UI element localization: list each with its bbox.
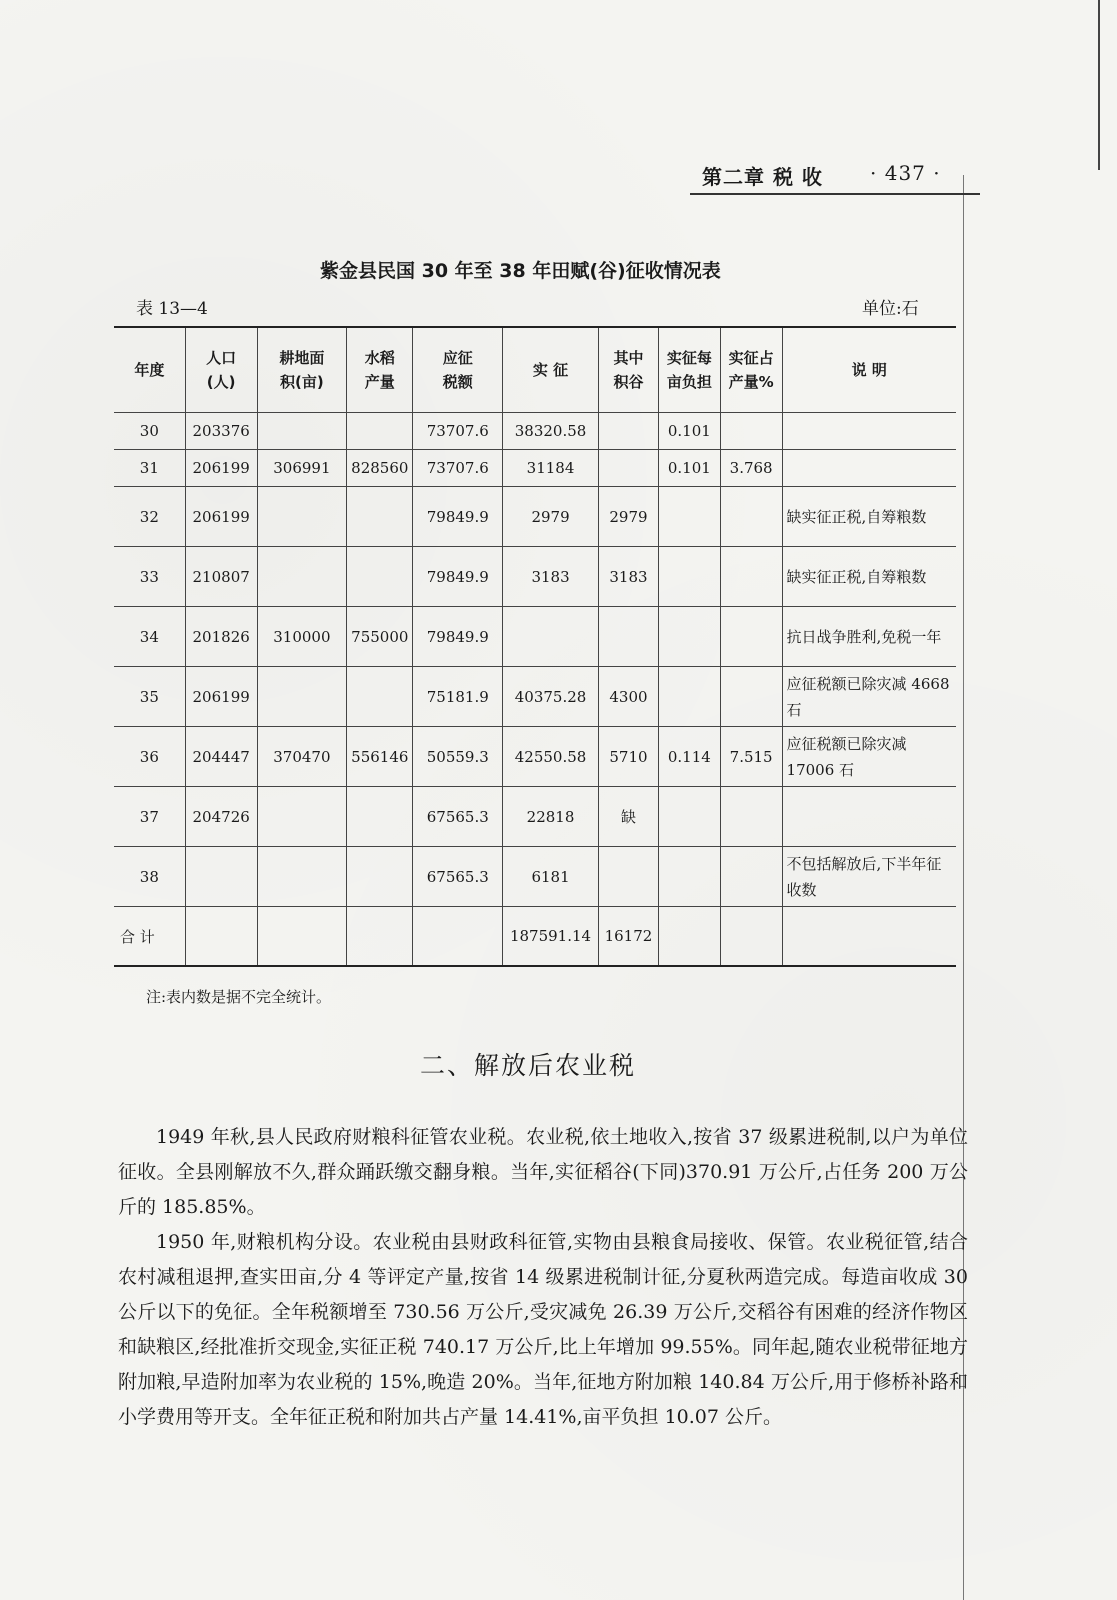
cell-note	[782, 450, 956, 487]
cell-pct	[720, 607, 782, 667]
cell-collected: 40375.28	[503, 667, 599, 727]
cell-reserve	[598, 847, 658, 907]
cell-collected: 22818	[503, 787, 599, 847]
cell-reserve: 4300	[598, 667, 658, 727]
cell-rice	[347, 847, 413, 907]
cell-per-mu	[658, 787, 720, 847]
cell-population: 204726	[185, 787, 257, 847]
empty-cell	[782, 907, 956, 967]
cell-note: 缺实征正税,自筹粮数	[782, 487, 956, 547]
cell-area: 306991	[257, 450, 347, 487]
cell-rice	[347, 667, 413, 727]
column-header: 实征占 产量%	[720, 327, 782, 413]
column-header: 实 征	[503, 327, 599, 413]
cell-year: 31	[114, 450, 185, 487]
empty-cell	[185, 907, 257, 967]
cell-note	[782, 413, 956, 450]
cell-note: 不包括解放后,下半年征收数	[782, 847, 956, 907]
table-row	[114, 787, 956, 847]
cell-area: 310000	[257, 607, 347, 667]
cell-collected: 38320.58	[503, 413, 599, 450]
cell-year: 38	[114, 847, 185, 907]
table-row	[114, 607, 956, 667]
cell-population: 206199	[185, 487, 257, 547]
cell-population: 206199	[185, 450, 257, 487]
cell-area	[257, 487, 347, 547]
table-row	[114, 727, 956, 787]
cell-rice	[347, 547, 413, 607]
cell-reserve: 5710	[598, 727, 658, 787]
cell-rice	[347, 413, 413, 450]
cell-population: 210807	[185, 547, 257, 607]
cell-per-mu	[658, 487, 720, 547]
cell-year: 37	[114, 787, 185, 847]
table-row	[114, 667, 956, 727]
cell-note: 应征税额已除灾减 4668 石	[782, 667, 956, 727]
cell-area	[257, 667, 347, 727]
cell-per-mu	[658, 847, 720, 907]
cell-collected: 6181	[503, 847, 599, 907]
total-reserve: 16172	[598, 907, 658, 967]
cell-area: 370470	[257, 727, 347, 787]
table-row	[114, 450, 956, 487]
chapter-title: 第二章 税 收	[702, 165, 823, 189]
cell-reserve: 2979	[598, 487, 658, 547]
paragraph: 1950 年,财粮机构分设。农业税由县财政科征管,实物由县粮食局接收、保管。农业税征管,结合农村减租退押,查实田亩,分 4 等评定产量,按省 14 级累进税制计征,分夏秋两造完成。每造亩收成 30 公斤以下的免征。全年税额增至 730.56 万公斤,受灾减免 26.39 万公斤,交稻谷有困难的经济作物区和缺粮区,经批准折交现金,实征正税 740.17 万公斤,比上年增加 99.55%。同年起,随农业税带征地方附加粮,早造附加率为农业税的 15%,晚造 20%。当年,征地方附加粮 140.84 万公斤,用于修桥补路和小学费用等开支。全年征正税和附加共占产量 14.41%,亩平负担 10.07 公斤。	[118, 1231, 968, 1428]
column-header: 应征 税额	[413, 327, 503, 413]
section-heading: 二、解放后农业税	[420, 1051, 637, 1080]
scan-edge-line	[1098, 0, 1100, 170]
cell-collected: 2979	[503, 487, 599, 547]
cell-note	[782, 787, 956, 847]
cell-due: 50559.3	[413, 727, 503, 787]
cell-due: 79849.9	[413, 607, 503, 667]
table-row	[114, 547, 956, 607]
cell-pct	[720, 413, 782, 450]
cell-due: 79849.9	[413, 487, 503, 547]
table-id: 表 13—4	[136, 299, 208, 319]
cell-pct	[720, 787, 782, 847]
cell-pct: 3.768	[720, 450, 782, 487]
cell-pct	[720, 547, 782, 607]
column-header: 年度	[114, 327, 185, 413]
cell-collected: 31184	[503, 450, 599, 487]
cell-due: 79849.9	[413, 547, 503, 607]
cell-year: 30	[114, 413, 185, 450]
column-header: 其中 积谷	[598, 327, 658, 413]
cell-area	[257, 847, 347, 907]
cell-pct: 7.515	[720, 727, 782, 787]
cell-area	[257, 547, 347, 607]
empty-cell	[347, 907, 413, 967]
cell-year: 33	[114, 547, 185, 607]
total-label: 合 计	[114, 907, 185, 967]
tax-table	[114, 326, 956, 967]
column-header: 人口 (人)	[185, 327, 257, 413]
cell-area	[257, 787, 347, 847]
table-total-row	[114, 907, 956, 967]
column-header: 耕地面 积(亩)	[257, 327, 347, 413]
cell-per-mu: 0.101	[658, 413, 720, 450]
cell-year: 35	[114, 667, 185, 727]
cell-per-mu	[658, 547, 720, 607]
empty-cell	[720, 907, 782, 967]
cell-year: 34	[114, 607, 185, 667]
body-text	[118, 1120, 968, 1435]
cell-population	[185, 847, 257, 907]
cell-per-mu: 0.101	[658, 450, 720, 487]
cell-pct	[720, 667, 782, 727]
cell-due: 73707.6	[413, 413, 503, 450]
cell-reserve: 缺	[598, 787, 658, 847]
cell-note: 应征税额已除灾减 17006 石	[782, 727, 956, 787]
cell-due: 73707.6	[413, 450, 503, 487]
cell-reserve	[598, 607, 658, 667]
table-title: 紫金县民国 30 年至 38 年田赋(谷)征收情况表	[320, 260, 721, 282]
cell-reserve	[598, 413, 658, 450]
page-number: · 437 ·	[870, 161, 941, 185]
cell-reserve: 3183	[598, 547, 658, 607]
cell-population: 204447	[185, 727, 257, 787]
paragraph: 1949 年秋,县人民政府财粮科征管农业税。农业税,依土地收入,按省 37 级累进税制,以户为单位征收。全县刚解放不久,群众踊跃缴交翻身粮。当年,实征稻谷(下同)370.91 万公斤,占任务 200 万公斤的 185.85%。	[118, 1126, 968, 1218]
cell-note: 缺实征正税,自筹粮数	[782, 547, 956, 607]
cell-per-mu: 0.114	[658, 727, 720, 787]
table-row	[114, 487, 956, 547]
cell-pct	[720, 847, 782, 907]
total-collected: 187591.14	[503, 907, 599, 967]
cell-population: 201826	[185, 607, 257, 667]
table-row	[114, 413, 956, 450]
cell-rice: 828560	[347, 450, 413, 487]
cell-due: 75181.9	[413, 667, 503, 727]
cell-rice	[347, 787, 413, 847]
column-header: 实征每 亩负担	[658, 327, 720, 413]
empty-cell	[257, 907, 347, 967]
empty-cell	[413, 907, 503, 967]
cell-reserve	[598, 450, 658, 487]
header-rule	[690, 193, 980, 195]
cell-rice: 755000	[347, 607, 413, 667]
cell-year: 36	[114, 727, 185, 787]
empty-cell	[658, 907, 720, 967]
cell-year: 32	[114, 487, 185, 547]
running-head	[690, 155, 980, 191]
cell-rice	[347, 487, 413, 547]
table-row	[114, 847, 956, 907]
cell-collected	[503, 607, 599, 667]
cell-population: 203376	[185, 413, 257, 450]
column-header: 说 明	[782, 327, 956, 413]
cell-pct	[720, 487, 782, 547]
table-unit: 单位:石	[862, 299, 919, 319]
table-header-row	[114, 327, 956, 413]
cell-per-mu	[658, 667, 720, 727]
column-header: 水稻 产量	[347, 327, 413, 413]
cell-collected: 42550.58	[503, 727, 599, 787]
cell-note: 抗日战争胜利,免税一年	[782, 607, 956, 667]
cell-rice: 556146	[347, 727, 413, 787]
table-footnote: 注:表内数是据不完全统计。	[146, 988, 332, 1006]
cell-collected: 3183	[503, 547, 599, 607]
cell-per-mu	[658, 607, 720, 667]
cell-due: 67565.3	[413, 847, 503, 907]
cell-due: 67565.3	[413, 787, 503, 847]
cell-population: 206199	[185, 667, 257, 727]
cell-area	[257, 413, 347, 450]
